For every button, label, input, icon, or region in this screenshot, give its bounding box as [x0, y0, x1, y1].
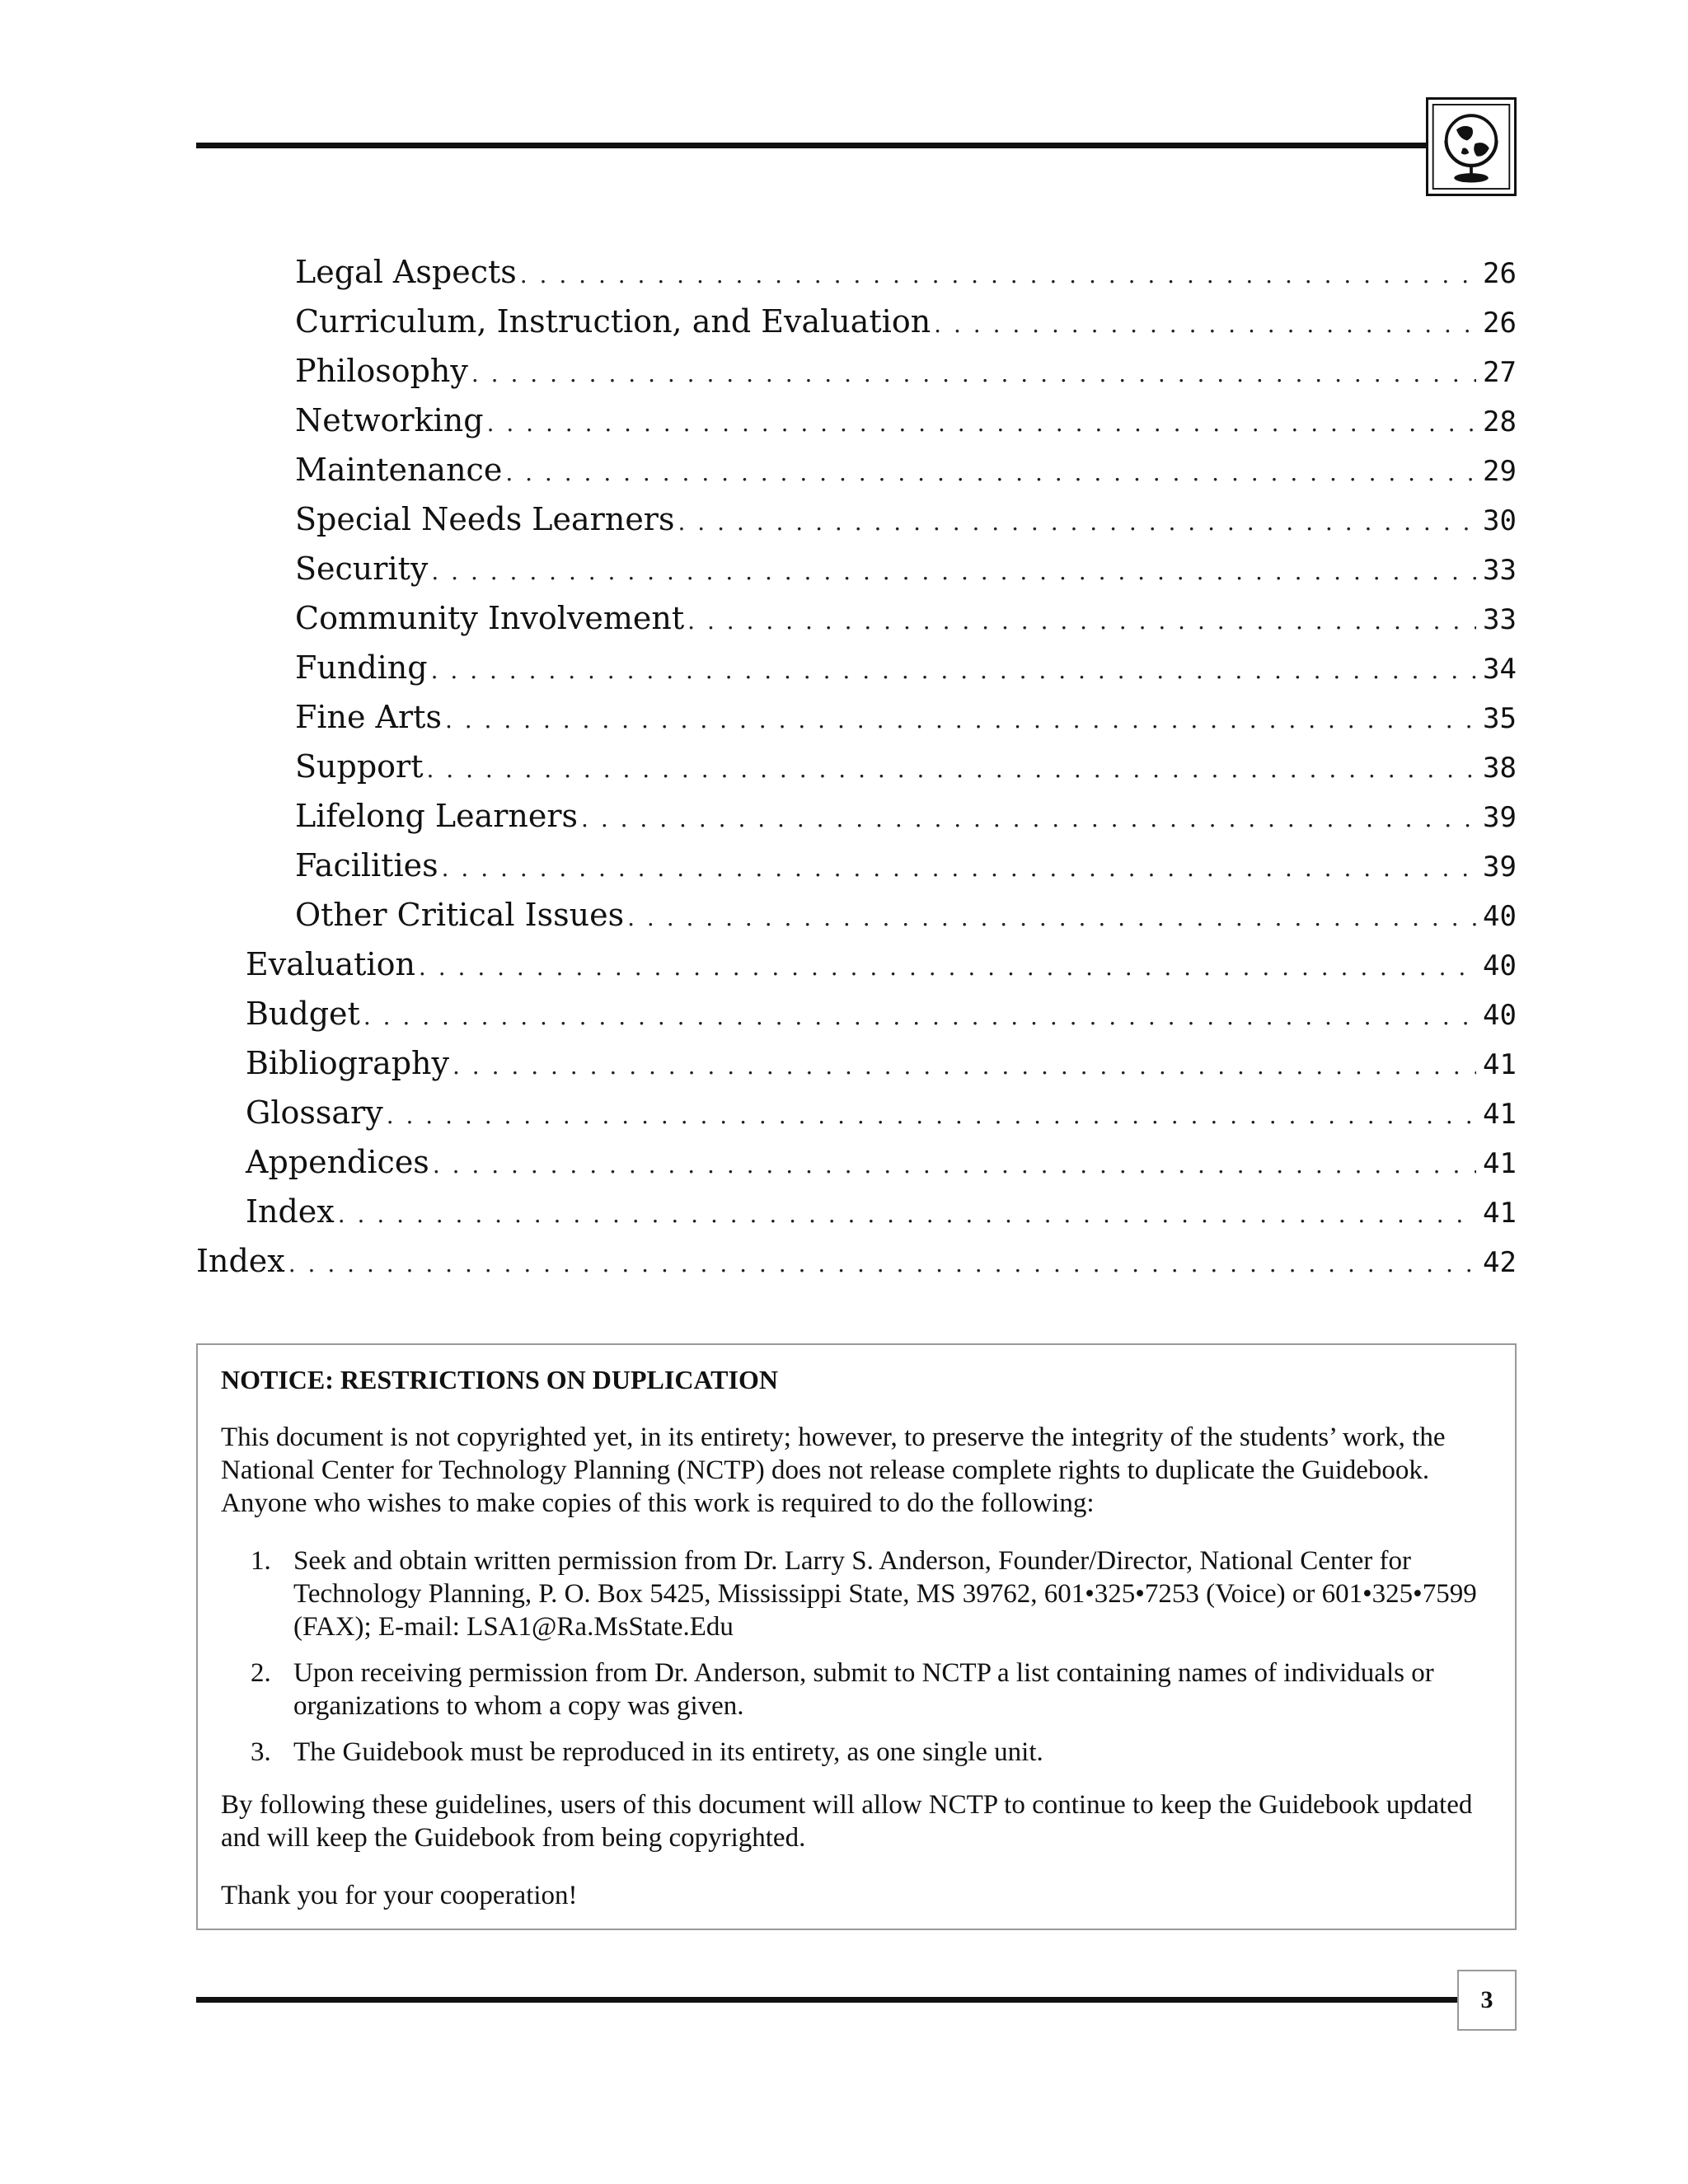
toc-entry-page: 30: [1483, 504, 1517, 537]
toc-entry-label: Maintenance: [295, 452, 503, 488]
toc-dot-leader: [520, 251, 1476, 297]
toc-entry: [196, 247, 1517, 297]
toc-entry: [196, 346, 1517, 396]
toc-entry: [196, 445, 1517, 494]
toc-entry-label: Other Critical Issues: [295, 897, 625, 933]
toc-entry: [196, 692, 1517, 742]
table-of-contents: [196, 247, 1517, 1286]
toc-dot-leader: [431, 547, 1476, 593]
toc-entry: [196, 643, 1517, 692]
toc-entry: [196, 544, 1517, 593]
globe-icon: [1426, 97, 1517, 196]
step-number: 1.: [251, 1546, 271, 1576]
toc-entry: [196, 841, 1517, 890]
toc-dot-leader: [581, 794, 1476, 841]
toc-dot-leader: [433, 1141, 1476, 1187]
toc-entry: [196, 890, 1517, 940]
notice-closing: By following these guidelines, users of this document will allow NCTP to continue to keep the Guidebook updated and will keep the Guidebook from being copyrighted.: [221, 1790, 1473, 1853]
toc-entry-page: 40: [1483, 949, 1517, 982]
notice-title: NOTICE: RESTRICTIONS ON DUPLICATION: [221, 1365, 778, 1394]
toc-entry-page: 34: [1483, 653, 1517, 686]
toc-dot-leader: [288, 1240, 1476, 1286]
toc-entry-page: 26: [1483, 257, 1517, 290]
toc-entry-label: Fine Arts: [295, 699, 442, 735]
toc-entry: [196, 1088, 1517, 1137]
toc-entry-page: 39: [1483, 801, 1517, 834]
toc-entry: [196, 297, 1517, 346]
toc-entry-page: 40: [1483, 900, 1517, 933]
toc-entry: [196, 989, 1517, 1038]
toc-entry-label: Community Involvement: [295, 600, 685, 636]
toc-entry: [196, 791, 1517, 841]
toc-entry: [196, 396, 1517, 445]
toc-entry-page: 35: [1483, 702, 1517, 735]
toc-entry-page: 33: [1483, 554, 1517, 587]
notice-step: [221, 1544, 1492, 1643]
toc-entry-label: Budget: [246, 996, 360, 1032]
toc-entry-page: 42: [1483, 1246, 1517, 1279]
notice-intro: This document is not copyrighted yet, in its entirety; however, to preserve the integrity of the students’ work, the National Center for Technology Planning (NCTP) does not release complete rights to duplicate the Guidebook. Anyone who wishes to make copies of this work is required to do the following:: [221, 1422, 1446, 1518]
notice-steps: [221, 1544, 1492, 1769]
duplication-notice: [196, 1343, 1517, 1930]
toc-entry: [196, 1137, 1517, 1187]
toc-entry-page: 41: [1483, 1098, 1517, 1131]
toc-dot-leader: [471, 349, 1476, 396]
toc-entry-label: Glossary: [246, 1094, 383, 1131]
step-number: 3.: [251, 1737, 271, 1767]
toc-entry-label: Support: [295, 748, 424, 785]
toc-entry-label: Lifelong Learners: [295, 798, 579, 834]
toc-dot-leader: [387, 1091, 1476, 1137]
toc-dot-leader: [419, 943, 1476, 989]
notice-step: [221, 1736, 1492, 1769]
step-text: Seek and obtain written permission from Dr. Larry S. Anderson, Founder/Director, National Center for Technology Planning, P. O. Box 5425, Mississippi State, MS 39762, 601•325•7253 (Voice) or 601•325•7599 (FAX); E-mail: LSA1@Ra.MsState.Edu: [293, 1546, 1477, 1642]
toc-dot-leader: [426, 745, 1476, 791]
toc-entry: [196, 1038, 1517, 1088]
toc-entry-page: 41: [1483, 1197, 1517, 1230]
toc-entry-page: 29: [1483, 455, 1517, 488]
header-rule: [196, 143, 1426, 148]
toc-dot-leader: [363, 992, 1476, 1038]
toc-entry-page: 39: [1483, 851, 1517, 883]
toc-entry-label: Philosophy: [295, 353, 468, 389]
toc-entry-label: Evaluation: [246, 946, 415, 982]
toc-dot-leader: [934, 300, 1476, 346]
step-text: Upon receiving permission from Dr. Anderson, submit to NCTP a list containing names of individuals or organizations to whom a copy was given.: [293, 1658, 1434, 1721]
toc-entry: [196, 742, 1517, 791]
toc-dot-leader: [452, 1042, 1476, 1088]
toc-dot-leader: [678, 498, 1476, 544]
toc-entry-page: 26: [1483, 307, 1517, 340]
toc-dot-leader: [442, 844, 1476, 890]
toc-entry-label: Facilities: [295, 847, 438, 883]
page-number: 3: [1457, 1970, 1517, 2031]
toc-entry: [196, 1187, 1517, 1236]
toc-dot-leader: [505, 448, 1476, 494]
toc-entry-page: 38: [1483, 752, 1517, 785]
toc-dot-leader: [627, 893, 1476, 940]
notice-step: [221, 1657, 1492, 1722]
toc-entry-page: 40: [1483, 999, 1517, 1032]
toc-entry-label: Appendices: [246, 1144, 429, 1180]
notice-thanks: Thank you for your cooperation!: [221, 1881, 578, 1910]
toc-entry: [196, 940, 1517, 989]
toc-entry-page: 28: [1483, 405, 1517, 438]
toc-entry-page: 41: [1483, 1048, 1517, 1081]
step-text: The Guidebook must be reproduced in its entirety, as one single unit.: [293, 1737, 1043, 1767]
toc-entry-page: 33: [1483, 603, 1517, 636]
toc-dot-leader: [487, 399, 1476, 445]
toc-entry: [196, 494, 1517, 544]
toc-entry-page: 41: [1483, 1147, 1517, 1180]
footer-rule: [196, 1997, 1457, 2003]
toc-entry-label: Special Needs Learners: [295, 501, 675, 537]
toc-dot-leader: [687, 597, 1476, 643]
toc-entry-label: Bibliography: [246, 1045, 449, 1081]
toc-entry-label: Networking: [295, 402, 484, 438]
toc-entry-label: Security: [295, 551, 429, 587]
toc-entry: [196, 1236, 1517, 1286]
toc-entry-label: Legal Aspects: [295, 254, 517, 290]
toc-entry-label: Index: [246, 1193, 335, 1230]
toc-dot-leader: [338, 1190, 1476, 1236]
toc-entry-label: Index: [196, 1243, 285, 1279]
toc-entry-label: Funding: [295, 649, 428, 686]
toc-entry-page: 27: [1483, 356, 1517, 389]
toc-entry-label: Curriculum, Instruction, and Evaluation: [295, 303, 931, 340]
step-number: 2.: [251, 1658, 271, 1688]
toc-entry: [196, 593, 1517, 643]
toc-dot-leader: [431, 646, 1476, 692]
toc-dot-leader: [445, 696, 1476, 742]
